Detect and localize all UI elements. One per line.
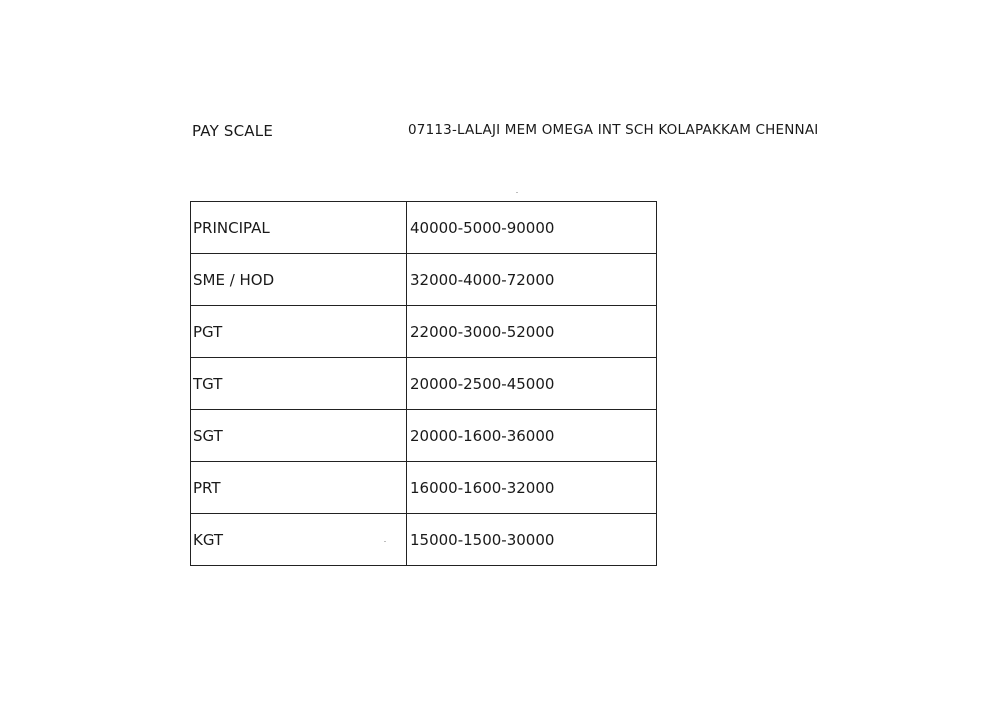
document-title: PAY SCALE	[192, 122, 274, 140]
school-name: 07113-LALAJI MEM OMEGA INT SCH KOLAPAKKAM CHENNAI	[408, 122, 819, 138]
post-cell: PRT	[191, 462, 407, 514]
table-row	[191, 410, 657, 462]
scale-cell: 16000-1600-32000	[407, 462, 657, 514]
scale-cell: 15000-1500-30000	[407, 514, 657, 566]
table-row	[191, 358, 657, 410]
table-row	[191, 462, 657, 514]
post-cell: KGT	[191, 514, 407, 566]
table-row	[191, 306, 657, 358]
scale-cell: 20000-1600-36000	[407, 410, 657, 462]
scan-speck	[516, 192, 518, 193]
post-cell: SGT	[191, 410, 407, 462]
scale-cell: 32000-4000-72000	[407, 254, 657, 306]
post-cell: TGT	[191, 358, 407, 410]
table-row	[191, 254, 657, 306]
scale-cell: 22000-3000-52000	[407, 306, 657, 358]
post-cell: PRINCIPAL	[191, 202, 407, 254]
table-row	[191, 202, 657, 254]
table-row	[191, 514, 657, 566]
pay-scale-table	[190, 201, 657, 566]
scale-cell: 40000-5000-90000	[407, 202, 657, 254]
scale-cell: 20000-2500-45000	[407, 358, 657, 410]
scan-speck	[384, 541, 386, 542]
post-cell: SME / HOD	[191, 254, 407, 306]
post-cell: PGT	[191, 306, 407, 358]
